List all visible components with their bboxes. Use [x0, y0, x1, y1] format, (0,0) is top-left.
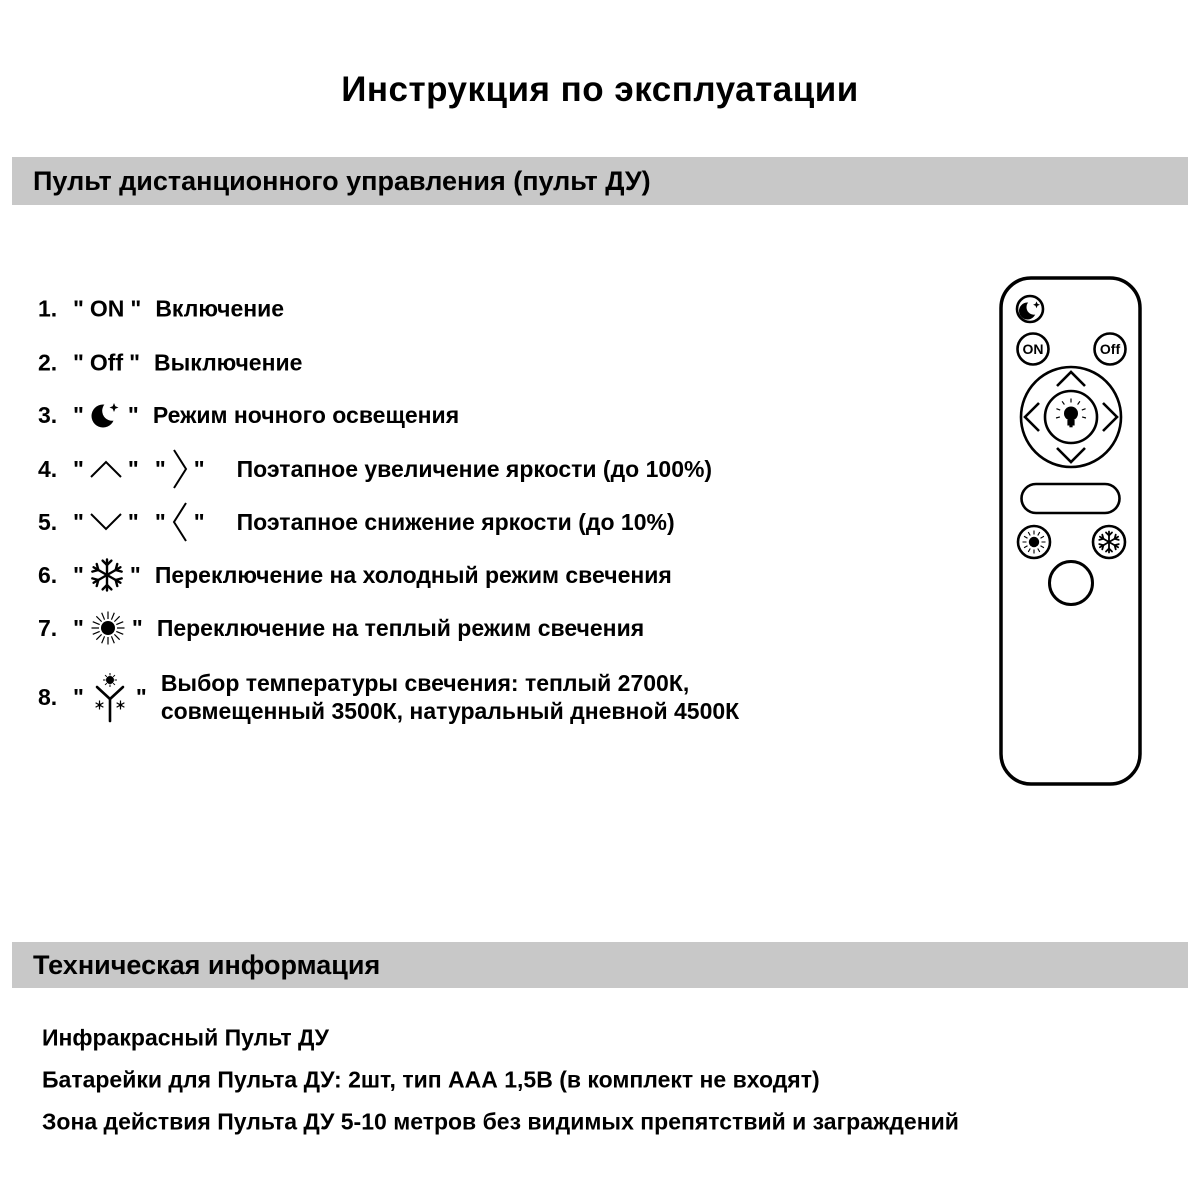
item-text: Выключение	[154, 349, 303, 376]
quote-mark: "	[73, 683, 84, 710]
quote-mark: "	[193, 508, 205, 535]
list-item	[38, 446, 712, 492]
moon-icon	[88, 397, 124, 433]
quote-mark: "	[73, 349, 84, 376]
remote-control-illustration	[999, 276, 1142, 786]
item-number: 1.	[38, 295, 58, 322]
chevron-left-icon	[170, 499, 190, 545]
quote-mark: "	[130, 295, 142, 322]
quote-mark: "	[129, 349, 141, 376]
quote-mark: "	[127, 455, 139, 482]
item-text: Переключение на теплый режим свечения	[156, 614, 645, 641]
quote-mark: "	[73, 508, 84, 535]
item-number: 2.	[38, 349, 58, 376]
item-number: 5.	[38, 508, 58, 535]
item-number: 8.	[38, 683, 58, 710]
remote-warm-button	[1018, 526, 1050, 558]
quote-mark: "	[127, 401, 139, 428]
item-text: Поэтапное снижение яркости (до 10%)	[236, 508, 675, 535]
item-text: Поэтапное увеличение яркости (до 100%)	[236, 455, 713, 482]
quote-mark: "	[131, 614, 143, 641]
quote-mark: "	[129, 561, 141, 588]
quote-mark: "	[135, 683, 147, 710]
item-text	[161, 669, 881, 725]
quote-mark: "	[154, 455, 166, 482]
svg-text:ON: ON	[1022, 341, 1044, 357]
quote-mark: "	[73, 401, 84, 428]
section-heading-remote-label: Пульт дистанционного управления (пульт ДУ)	[33, 165, 651, 196]
svg-text:Off: Off	[1099, 341, 1121, 357]
list-item	[38, 499, 675, 545]
item-number: 3.	[38, 401, 58, 428]
quote-mark: "	[73, 295, 84, 322]
list-item	[38, 296, 284, 323]
list-item	[38, 350, 302, 377]
chevron-right-icon	[170, 446, 190, 492]
section-heading-tech	[12, 942, 1188, 988]
tech-info-line: Инфракрасный Пульт ДУ	[42, 1024, 329, 1051]
chevron-down-icon	[88, 509, 124, 535]
item-text: Режим ночного освещения	[152, 401, 460, 428]
quote-mark: "	[127, 508, 139, 535]
page-title: Инструкция по эксплуатации	[341, 70, 859, 109]
item-text-line2: совмещенный 3500К, натуральный дневной 4500К	[160, 698, 740, 724]
item-number: 4.	[38, 455, 58, 482]
section-heading-remote	[12, 157, 1188, 205]
on-key-label: ON	[89, 295, 125, 322]
item-number: 7.	[38, 614, 58, 641]
list-item	[38, 397, 459, 433]
chevron-up-icon	[88, 456, 124, 482]
list-item	[38, 669, 881, 725]
item-number: 6.	[38, 561, 58, 588]
quote-mark: "	[73, 455, 84, 482]
snowflake-icon	[88, 555, 126, 595]
quote-mark: "	[73, 614, 84, 641]
off-key-label: Off	[89, 349, 124, 376]
temperature-select-icon	[88, 671, 132, 723]
section-heading-tech-label: Техническая информация	[33, 949, 381, 980]
list-item	[38, 555, 672, 595]
tech-info-line: Зона действия Пульта ДУ 5-10 метров без видимых препятствий и заграждений	[42, 1108, 959, 1135]
quote-mark: "	[193, 455, 205, 482]
list-item	[38, 608, 644, 648]
item-text: Включение	[155, 295, 285, 322]
quote-mark: "	[154, 508, 166, 535]
tech-info-line: Батарейки для Пульта ДУ: 2шт, тип ААА 1,5В (в комплект не входят)	[42, 1066, 820, 1093]
sun-icon	[88, 608, 128, 648]
item-text-line1: Выбор температуры свечения: теплый 2700К,	[160, 670, 690, 696]
quote-mark: "	[73, 561, 84, 588]
item-text: Переключение на холодный режим свечения	[154, 561, 672, 588]
